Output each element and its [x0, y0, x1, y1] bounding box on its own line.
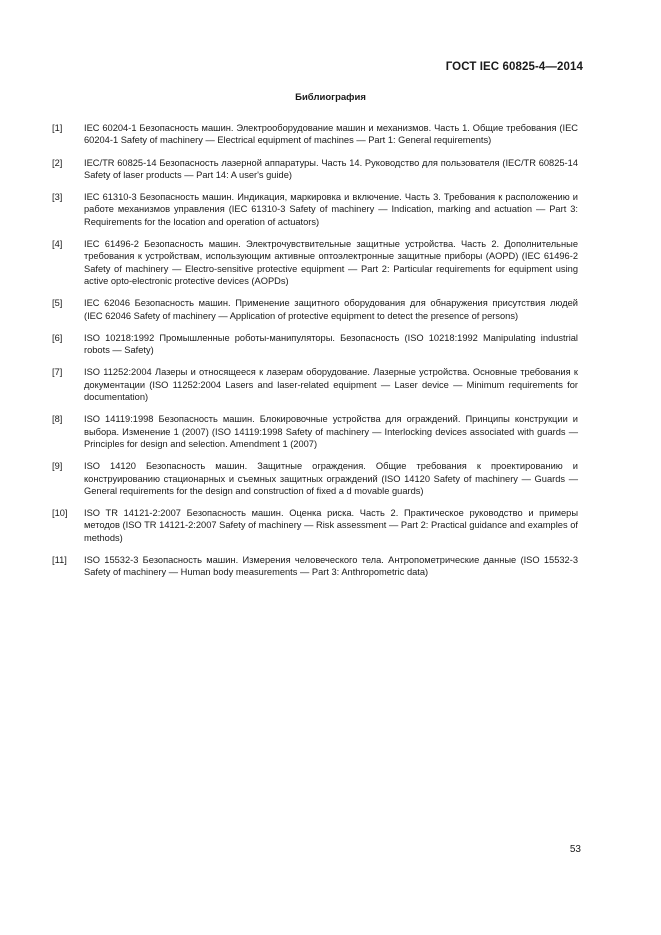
- entry-text: IEC 61310-3 Безопасность машин. Индикация, маркировка и включение. Часть 3. Требования к расположению и работе механизмов управления (IEC 61310-3 Safety of machinery — Indication, marking and actuation — Part 3: Requirements for the location and operation of actuators): [84, 192, 578, 227]
- bibliography-entry: [52, 297, 578, 322]
- entry-text: IEC 60204-1 Безопасность машин. Электрооборудование машин и механизмов. Часть 1. Общие требования (IEC 60204-1 Safety of machinery — Electrical equipment of machines — Part 1: General requirements): [84, 123, 578, 146]
- bibliography-entry: [52, 238, 578, 287]
- bibliography-entry: [52, 332, 578, 357]
- bibliography-entry: [52, 413, 578, 450]
- entry-number: [9]: [52, 461, 63, 472]
- entry-number: [5]: [52, 298, 63, 309]
- entry-text: IEC/TR 60825-14 Безопасность лазерной аппаратуры. Часть 14. Руководство для пользователя (IEC/TR 60825-14 Safety of laser products — Part 14: A user's guide): [84, 157, 578, 180]
- bibliography-entry: [52, 157, 578, 182]
- entry-text: IEC 62046 Безопасность машин. Применение защитного оборудования для обнаружения присутствия людей (IEC 62046 Safety of machinery — Application of protective equipment to detect the presence of persons): [84, 298, 578, 321]
- bibliography-entry: [52, 460, 578, 497]
- section-title: Библиография: [295, 92, 366, 103]
- entry-number: [11]: [52, 555, 67, 566]
- entry-text: ISO 14120 Безопасность машин. Защитные ограждения. Общие требования к проектированию и конструированию стационарных и съемных защитных ограждений (ISO 14120 Safety of machinery — Guards — General requirements for the design and construction of fixed a d movable guards): [84, 461, 578, 496]
- entry-text: ISO 10218:1992 Промышленные роботы-манипуляторы. Безопасность (ISO 10218:1992 Manipulating industrial robots — Safety): [84, 332, 578, 356]
- entry-number: [10]: [52, 508, 68, 519]
- entry-text: ISO 11252:2004 Лазеры и относящееся к лазерам оборудование. Лазерные устройства. Основные требования к документации (ISO 11252:2004 Lasers and laser-related equipment — Laser device — Minimum requirements for documentation): [84, 367, 578, 403]
- entry-text: ISO TR 14121-2:2007 Безопасность машин. Оценка риска. Часть 2. Практическое руководство и примеры методов (ISO TR 14121-2:2007 Safety of machinery — Risk assessment — Part 2: Practical guidance and examples of methods): [84, 508, 578, 543]
- entry-text: ISO 14119:1998 Безопасность машин. Блокировочные устройства для ограждений. Принципы конструкции и выбора. Изменение 1 (2007) (ISO 14119:1998 Safety of machinery — Interlocking devices associated with guards — Principles for design and selection. Amendment 1 (2007): [84, 414, 578, 449]
- bibliography-entry: [52, 554, 578, 579]
- entry-number: [2]: [52, 157, 63, 168]
- bibliography-entry: [52, 122, 578, 147]
- bibliography-entry: [52, 507, 578, 544]
- bibliography-entry: [52, 366, 578, 403]
- bibliography-list: [52, 122, 578, 589]
- entry-text: ISO 15532-3 Безопасность машин. Измерения человеческого тела. Антропометрические данные (ISO 15532-3 Safety of machinery — Human body measurements — Part 3: Anthropometric data): [84, 555, 578, 578]
- standard-code-header: ГОСТ IEC 60825-4—2014: [445, 61, 583, 73]
- entry-number: [7]: [52, 367, 63, 378]
- entry-number: [3]: [52, 192, 63, 203]
- page-number: 53: [569, 844, 581, 855]
- entry-text: IEC 61496-2 Безопасность машин. Электрочувствительные защитные устройства. Часть 2. Дополнительные требования к устройствам, использующим активные оптоэлектронные защитные приборы (AOPD) (IEC 61496-2 Safety of machinery — Electro-sensitive protective equipment — Part 2: Particular requirements for equipment using active opto-electronic protective devices (AOPDs): [84, 239, 578, 286]
- entry-number: [8]: [52, 414, 63, 425]
- entry-number: [1]: [52, 123, 63, 133]
- bibliography-entry: [52, 191, 578, 228]
- entry-number: [6]: [52, 332, 63, 343]
- entry-number: [4]: [52, 239, 63, 250]
